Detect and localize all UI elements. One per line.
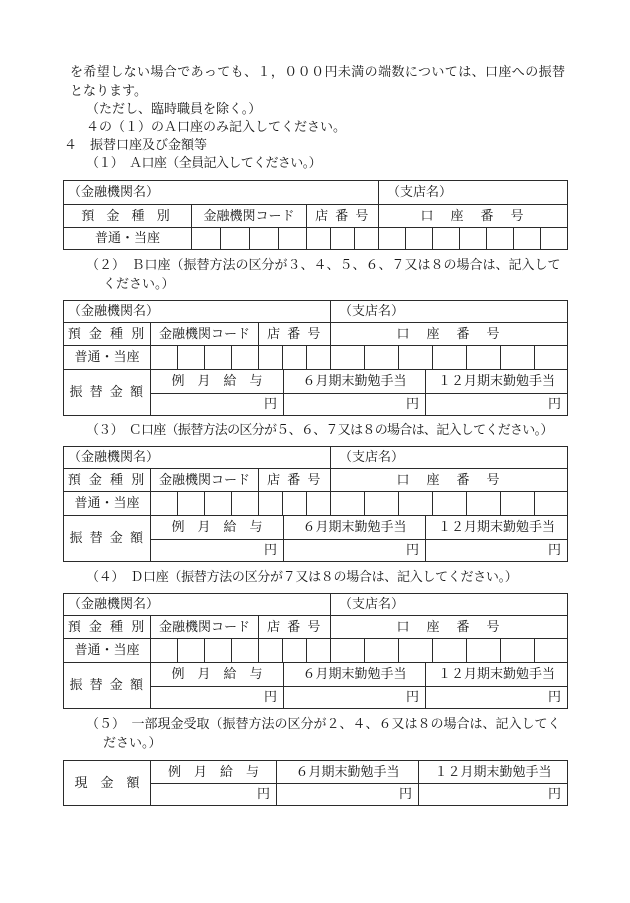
bank-code-digit-box	[278, 228, 306, 249]
account-number-digit-box	[534, 492, 567, 515]
december-bonus-header: １２月期末勤勉手当	[418, 761, 567, 783]
bank-code-digit-box	[150, 492, 177, 515]
intro-line-2: となります。	[70, 84, 147, 99]
deposit-type-header: 預 金 種 別	[67, 326, 147, 342]
account-number-digit-box	[364, 492, 398, 515]
column-header-row	[64, 322, 567, 345]
column-header-row	[64, 468, 567, 491]
account-entry-row	[64, 638, 567, 662]
transfer-amount-row	[64, 369, 567, 415]
june-bonus-header: ６月期末勤勉手当	[283, 663, 425, 686]
column-header-row	[64, 204, 567, 227]
bank-name-field: （金融機関名）	[68, 597, 160, 612]
june-bonus-amount-field	[283, 540, 425, 561]
bank-name-field: （金融機関名）	[68, 304, 160, 319]
amount-value-row	[151, 539, 567, 561]
bank-code-digit-box	[177, 346, 204, 369]
account-number-digit-box	[466, 639, 500, 662]
account-number-digit-box	[486, 228, 513, 249]
bank-code-header: 金融機関コード	[191, 205, 306, 227]
deposit-type-header: 預 金 種 別	[81, 208, 174, 224]
account-c-table	[63, 446, 568, 562]
bank-name-field: （金融機関名）	[68, 450, 160, 465]
bank-code-digit-box	[231, 492, 258, 515]
store-number-digit-box	[306, 639, 330, 662]
bank-code-digit-box	[231, 346, 258, 369]
store-number-digit-box	[282, 639, 306, 662]
amount-value-row	[151, 783, 567, 805]
amount-header-row	[151, 370, 567, 393]
amount-value-row	[151, 686, 567, 708]
store-number-header: 店 番 号	[258, 323, 330, 345]
account-b-heading-line-2: ください。）	[103, 277, 175, 292]
intro-line-1: を希望しない場合であっても、１，０００円未満の端数については、口座への振替	[70, 65, 566, 80]
account-number-digit-box	[432, 639, 466, 662]
bank-code-digit-box	[231, 639, 258, 662]
deposit-type-value: 普通・当座	[74, 643, 140, 658]
deposit-type-header: 預 金 種 別	[67, 472, 147, 488]
account-number-digit-box	[398, 492, 432, 515]
account-number-digit-box	[500, 492, 534, 515]
deposit-type-header: 預 金 種 別	[67, 619, 147, 635]
account-a-heading: （１） Ａ口座（全員記入してください。）	[86, 156, 322, 171]
transfer-amount-row	[64, 662, 567, 708]
yen-unit: 円	[405, 543, 419, 558]
december-bonus-header: １２月期末勤勉手当	[425, 370, 567, 393]
account-number-digit-box	[540, 228, 567, 249]
account-number-digit-box	[466, 346, 500, 369]
yen-unit: 円	[263, 397, 277, 412]
cash-receipt-heading-line-1: （５） 一部現金受取（振替方法の区分が２、４、６又は８の場合は、記入してく	[86, 717, 561, 732]
transfer-amount-grid	[150, 370, 567, 415]
june-bonus-header: ６月期末勤勉手当	[283, 370, 425, 393]
account-b-heading-line-1: （２） Ｂ口座（振替方法の区分が３、４、５、６、７又は８の場合は、記入して	[86, 258, 561, 273]
account-number-digit-box	[534, 346, 567, 369]
monthly-salary-amount-field	[151, 687, 283, 708]
account-number-digit-box	[405, 228, 432, 249]
branch-name-field: （支店名）	[378, 181, 567, 204]
yen-unit: 円	[405, 397, 419, 412]
monthly-salary-amount-field	[151, 784, 276, 805]
account-b-table	[63, 300, 568, 416]
june-bonus-header: ６月期末勤勉手当	[276, 761, 418, 783]
yen-unit: 円	[263, 690, 277, 705]
yen-unit: 円	[547, 690, 561, 705]
store-number-header: 店 番 号	[258, 616, 330, 638]
transfer-amount-label: 振 替 金 額	[69, 678, 145, 693]
account-number-header: 口 座 番 号	[378, 205, 567, 227]
bank-code-header: 金融機関コード	[150, 469, 258, 491]
june-bonus-header: ６月期末勤勉手当	[283, 516, 425, 539]
bank-code-digit-box	[204, 346, 231, 369]
account-entry-row	[64, 227, 567, 249]
branch-name-field: （支店名）	[330, 301, 567, 322]
cash-receipt-table	[63, 760, 568, 806]
monthly-salary-header: 例 月 給 与	[171, 374, 263, 389]
store-number-digit-box	[306, 346, 330, 369]
account-number-digit-box	[432, 228, 459, 249]
bank-code-digit-box	[220, 228, 249, 249]
account-a-table	[63, 180, 568, 250]
account-number-header: 口 座 番 号	[330, 469, 567, 491]
account-number-digit-box	[364, 639, 398, 662]
account-number-digit-box	[364, 346, 398, 369]
store-number-digit-box	[354, 228, 378, 249]
bank-branch-row	[64, 181, 567, 204]
monthly-salary-amount-field	[151, 394, 283, 415]
yen-unit: 円	[547, 787, 561, 802]
store-number-digit-box	[330, 228, 354, 249]
cash-amount-grid	[150, 761, 567, 805]
transfer-amount-grid	[150, 516, 567, 561]
intro-note-exclusion: （ただし、臨時職員を除く。）	[86, 102, 262, 117]
transfer-amount-label: 振 替 金 額	[69, 531, 145, 546]
store-number-header: 店 番 号	[258, 469, 330, 491]
account-number-digit-box	[466, 492, 500, 515]
monthly-salary-header: 例 月 給 与	[171, 520, 263, 535]
bank-code-digit-box	[249, 228, 278, 249]
bank-branch-row	[64, 594, 567, 615]
bank-code-digit-box	[150, 639, 177, 662]
store-number-digit-box	[282, 346, 306, 369]
june-bonus-amount-field	[276, 784, 418, 805]
account-number-digit-box	[330, 639, 364, 662]
amount-header-row	[151, 761, 567, 783]
june-bonus-amount-field	[283, 394, 425, 415]
store-number-digit-box	[258, 492, 282, 515]
yen-unit: 円	[263, 543, 277, 558]
account-number-digit-box	[500, 639, 534, 662]
account-number-digit-box	[378, 228, 405, 249]
december-bonus-header: １２月期末勤勉手当	[425, 663, 567, 686]
account-number-digit-box	[459, 228, 486, 249]
monthly-salary-header: 例 月 給 与	[167, 764, 259, 780]
cash-amount-label: 現 金 額	[74, 775, 140, 791]
store-number-digit-box	[258, 346, 282, 369]
section-title: ４ 振替口座及び金額等	[64, 138, 208, 153]
bank-branch-row	[64, 447, 567, 468]
account-c-heading: （３） Ｃ口座（振替方法の区分が５、６、７又は８の場合は、記入してください。）	[86, 423, 553, 438]
account-number-digit-box	[432, 346, 466, 369]
account-number-digit-box	[513, 228, 540, 249]
account-number-digit-box	[398, 639, 432, 662]
yen-unit: 円	[547, 397, 561, 412]
bank-code-digit-box	[177, 639, 204, 662]
bank-code-digit-box	[204, 639, 231, 662]
december-bonus-amount-field	[425, 687, 567, 708]
june-bonus-amount-field	[283, 687, 425, 708]
deposit-type-value: 普通・当座	[94, 231, 160, 246]
bank-name-field: （金融機関名）	[68, 185, 160, 200]
account-number-digit-box	[534, 639, 567, 662]
amount-header-row	[151, 516, 567, 539]
yen-unit: 円	[256, 787, 270, 802]
monthly-salary-header: 例 月 給 与	[171, 667, 263, 682]
amount-value-row	[151, 393, 567, 415]
monthly-salary-amount-field	[151, 540, 283, 561]
account-entry-row	[64, 345, 567, 369]
account-entry-row	[64, 491, 567, 515]
account-d-table	[63, 593, 568, 709]
store-number-header: 店 番 号	[306, 205, 378, 227]
account-d-heading: （４） Ｄ口座（振替方法の区分が７又は８の場合は、記入してください。）	[86, 570, 518, 585]
transfer-amount-row	[64, 515, 567, 561]
transfer-amount-grid	[150, 663, 567, 708]
deposit-type-value: 普通・当座	[74, 350, 140, 365]
bank-code-header: 金融機関コード	[150, 323, 258, 345]
account-number-digit-box	[432, 492, 466, 515]
account-number-digit-box	[330, 492, 364, 515]
cash-receipt-heading-line-2: ださい。）	[103, 736, 162, 751]
store-number-digit-box	[258, 639, 282, 662]
account-number-header: 口 座 番 号	[330, 616, 567, 638]
december-bonus-amount-field	[418, 784, 567, 805]
cash-amount-row	[64, 761, 567, 805]
yen-unit: 円	[547, 543, 561, 558]
account-number-digit-box	[398, 346, 432, 369]
store-number-digit-box	[282, 492, 306, 515]
account-number-digit-box	[330, 346, 364, 369]
branch-name-field: （支店名）	[330, 447, 567, 468]
deposit-type-value: 普通・当座	[74, 496, 140, 511]
december-bonus-amount-field	[425, 540, 567, 561]
transfer-amount-label: 振 替 金 額	[69, 385, 145, 400]
december-bonus-header: １２月期末勤勉手当	[425, 516, 567, 539]
december-bonus-amount-field	[425, 394, 567, 415]
bank-code-digit-box	[150, 346, 177, 369]
store-number-digit-box	[306, 492, 330, 515]
branch-name-field: （支店名）	[330, 594, 567, 615]
bank-code-header: 金融機関コード	[150, 616, 258, 638]
bank-branch-row	[64, 301, 567, 322]
account-number-header: 口 座 番 号	[330, 323, 567, 345]
yen-unit: 円	[398, 787, 412, 802]
bank-code-digit-box	[204, 492, 231, 515]
column-header-row	[64, 615, 567, 638]
store-number-digit-box	[306, 228, 330, 249]
amount-header-row	[151, 663, 567, 686]
bank-code-digit-box	[191, 228, 220, 249]
bank-code-digit-box	[177, 492, 204, 515]
intro-note-account-a-only: ４の（１）のＡ口座のみ記入してください。	[86, 120, 347, 135]
yen-unit: 円	[405, 690, 419, 705]
account-number-digit-box	[500, 346, 534, 369]
